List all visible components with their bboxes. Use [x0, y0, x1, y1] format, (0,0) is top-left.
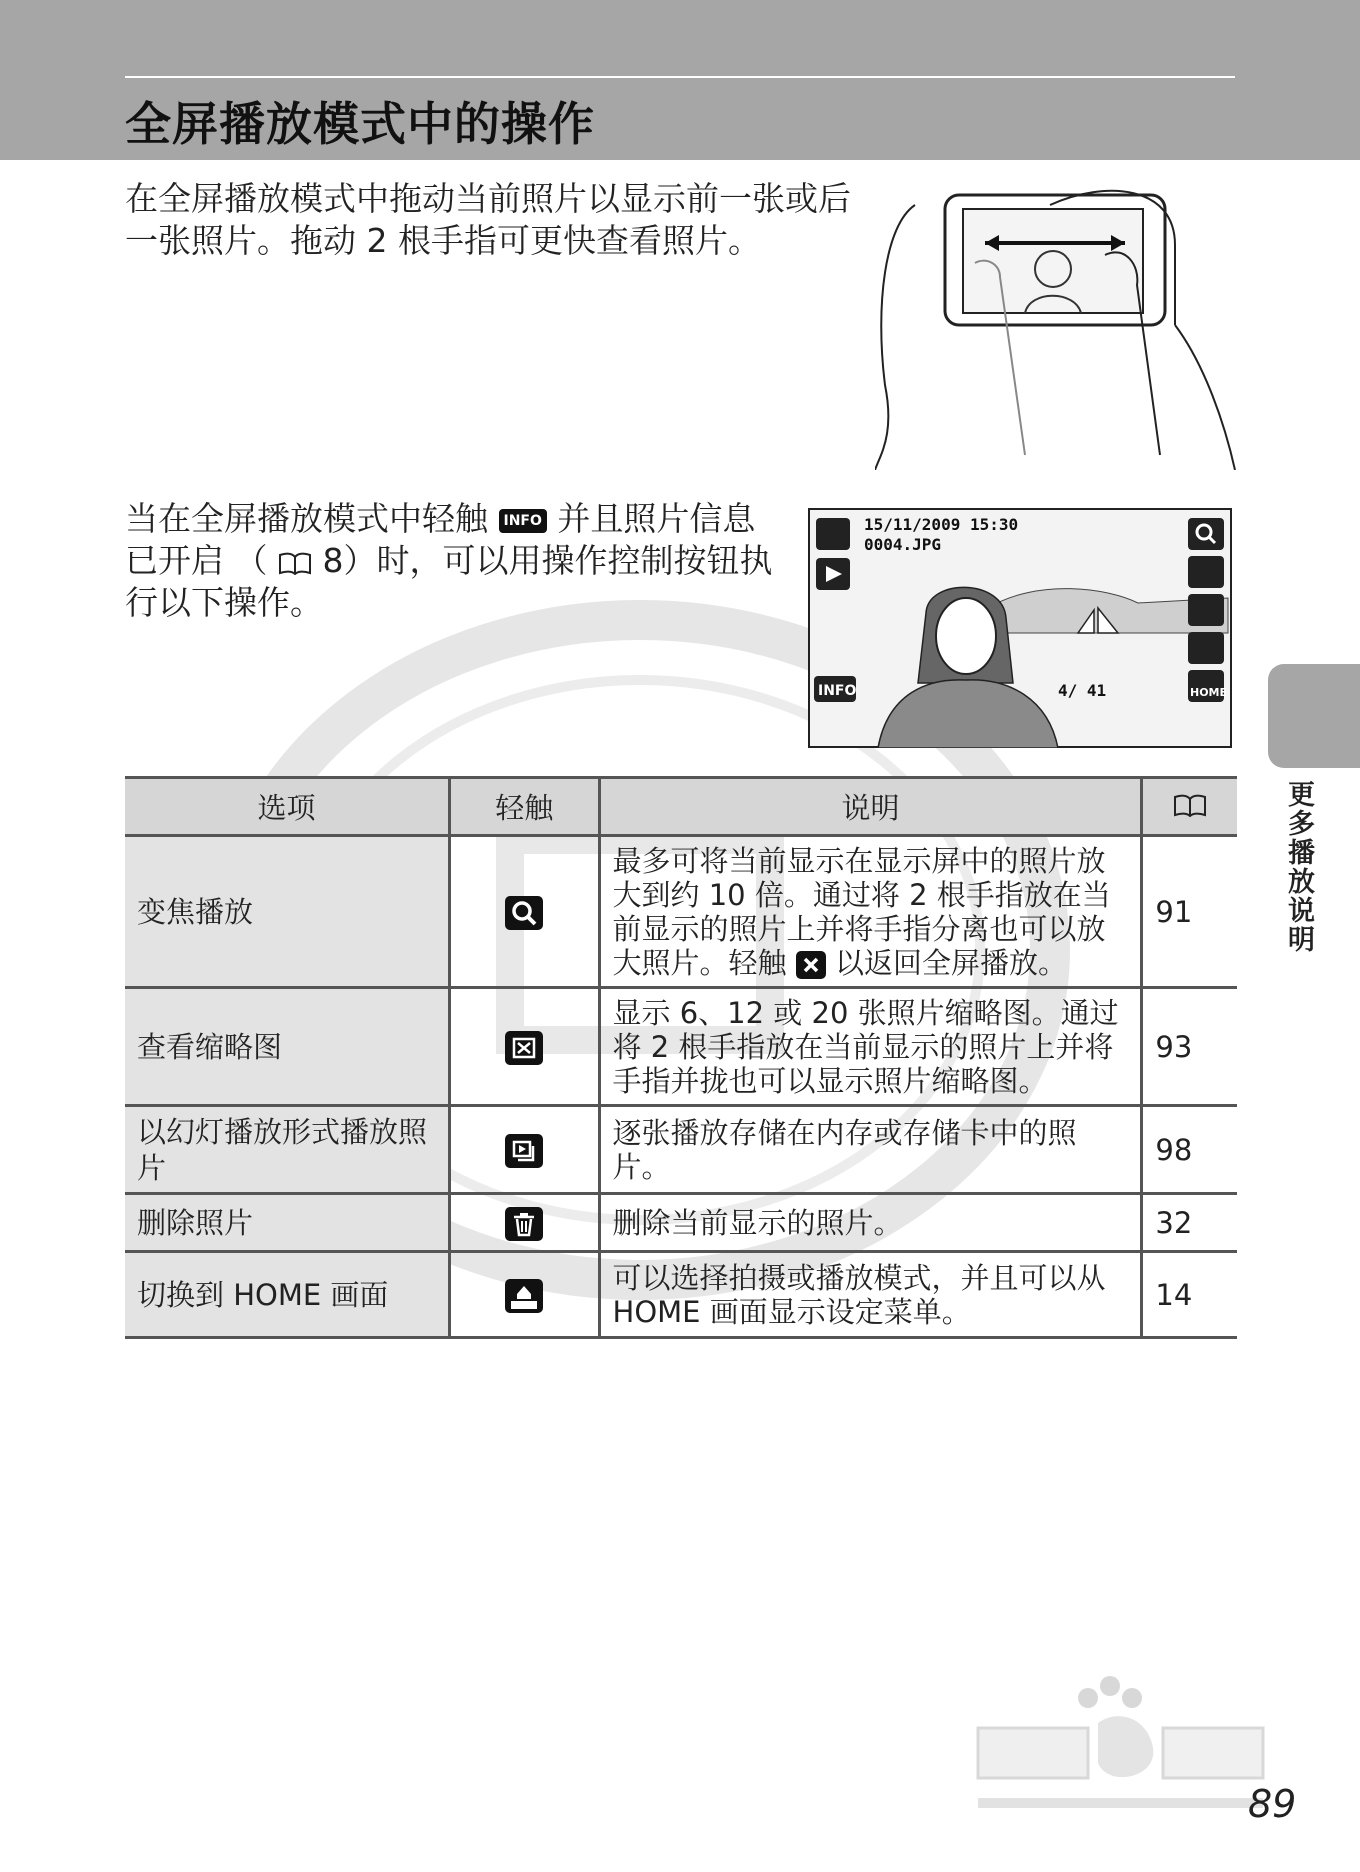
- tap-cell: [450, 836, 599, 988]
- para2-text-a: 当在全屏播放模式中轻触: [125, 499, 488, 538]
- table-row: [125, 1106, 1237, 1194]
- option-cell: 切换到 HOME 画面: [125, 1252, 450, 1338]
- table-header-row: [125, 778, 1237, 836]
- description-cell: 逐张播放存储在内存或存储卡中的照片。: [599, 1106, 1142, 1194]
- description-text-a: 最多可将当前显示在显示屏中的照片放大到约 10 倍。通过将 2 根手指放在当前显示的照片上并将手指分离也可以放大照片。轻触: [612, 843, 1111, 980]
- header-option: 选项: [125, 778, 450, 836]
- tap-cell: [450, 1106, 599, 1194]
- description-cell: 可以选择拍摄或播放模式，并且可以从 HOME 画面显示设定菜单。: [599, 1252, 1142, 1338]
- header-description: 说明: [599, 778, 1142, 836]
- header-tap: 轻触: [450, 778, 599, 836]
- baidu-jingyan-watermark: [968, 1668, 1268, 1818]
- book-reference-icon: [278, 551, 312, 575]
- screen-home-button: HOME: [1190, 686, 1228, 699]
- page-ref-cell: 93: [1142, 988, 1237, 1106]
- description-cell: [599, 836, 1142, 988]
- page-number: 89: [1248, 1782, 1297, 1826]
- page-title: 全屏播放模式中的操作: [125, 97, 595, 151]
- page-ref-cell: 98: [1142, 1106, 1237, 1194]
- screen-counter: 4/ 41: [1058, 681, 1107, 700]
- trash-icon: [505, 1207, 543, 1241]
- page-ref-cell: 14: [1142, 1252, 1237, 1338]
- option-cell: 以幻灯播放形式播放照片: [125, 1106, 450, 1194]
- thumbnail-icon: [505, 1031, 543, 1065]
- page-ref-cell: 32: [1142, 1194, 1237, 1252]
- tap-cell: [450, 1252, 599, 1338]
- screen-right-buttons: [1188, 518, 1224, 702]
- operations-table: [125, 776, 1237, 1339]
- tap-cell: [450, 988, 599, 1106]
- zoom-icon: [505, 896, 543, 930]
- side-tab-label: 更多播放说明: [1283, 780, 1314, 954]
- para2-text-c: 8）时，可以用操作控制按钮执行以下操作。: [125, 541, 773, 622]
- table-row: [125, 1194, 1237, 1252]
- table-row: [125, 988, 1237, 1106]
- description-cell: 删除当前显示的照片。: [599, 1194, 1142, 1252]
- info-icon: INFO: [499, 509, 547, 533]
- camera-hands-illustration: [875, 185, 1240, 470]
- intro-paragraph-2: [125, 498, 785, 624]
- screen-datetime: 15/11/2009 15:30: [864, 515, 1019, 534]
- table-row: [125, 1252, 1237, 1338]
- home-icon: [505, 1279, 543, 1313]
- page-ref-cell: 91: [1142, 836, 1237, 988]
- option-cell: 查看缩略图: [125, 988, 450, 1106]
- screen-info-button: INFO: [818, 683, 857, 699]
- option-cell: 删除照片: [125, 1194, 450, 1252]
- para2-text-b: 并且照片信息已开启 （: [125, 499, 756, 580]
- book-reference-icon: [1173, 793, 1207, 817]
- tap-cell: [450, 1194, 599, 1252]
- header-rule: [125, 76, 1235, 78]
- slideshow-icon: [505, 1134, 543, 1168]
- screen-filename: 0004.JPG: [864, 535, 942, 554]
- playback-screen-illustration: [808, 508, 1232, 748]
- close-icon: [796, 951, 826, 979]
- table-row: [125, 836, 1237, 988]
- side-tab: [1268, 664, 1360, 768]
- description-cell: 显示 6、12 或 20 张照片缩略图。通过将 2 根手指放在当前显示的照片上并将手指并拢也可以显示照片缩略图。: [599, 988, 1142, 1106]
- intro-paragraph-1: 在全屏播放模式中拖动当前照片以显示前一张或后一张照片。拖动 2 根手指可更快查看照片。: [125, 179, 851, 260]
- header-page-ref: [1142, 778, 1237, 836]
- option-cell: 变焦播放: [125, 836, 450, 988]
- description-text-b: 以返回全屏播放。: [834, 945, 1067, 980]
